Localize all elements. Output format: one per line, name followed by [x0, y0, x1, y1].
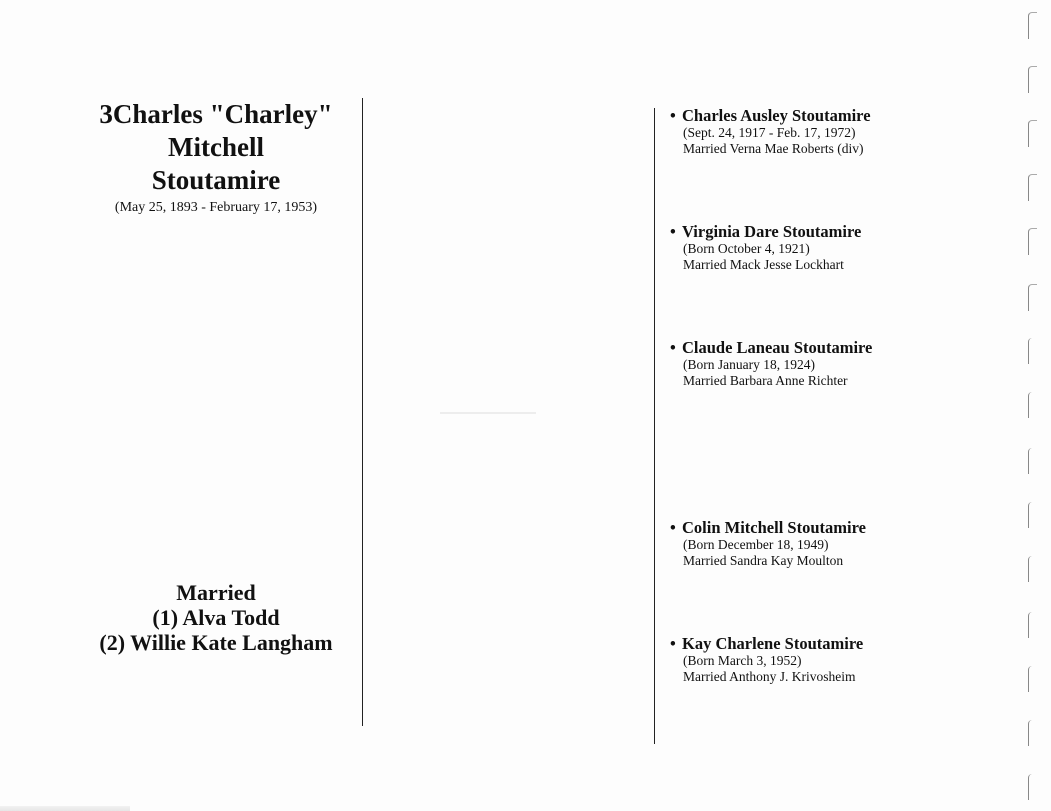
spouse-1: (1) Alva Todd	[152, 605, 280, 630]
child-spouse: Married Sandra Kay Moulton	[683, 553, 844, 568]
binder-hole-mark	[1028, 666, 1037, 692]
bullet-icon: •	[670, 106, 676, 125]
left-divider	[362, 98, 363, 726]
binder-hole-mark	[1028, 392, 1037, 418]
binder-hole-mark	[1028, 774, 1037, 800]
subject-name-line-1: 3Charles "Charley"	[99, 99, 333, 129]
child-entry-2	[670, 222, 1000, 273]
binder-hole-mark	[1028, 612, 1037, 638]
binder-hole-mark	[1028, 174, 1037, 201]
child-name: • Colin Mitchell Stoutamire	[670, 518, 866, 537]
binder-edge	[1026, 0, 1046, 811]
bleed-through-rule	[440, 412, 536, 414]
bullet-icon: •	[670, 222, 676, 241]
generation-number: 3	[99, 99, 113, 129]
child-dates: (Born October 4, 1921)	[683, 241, 810, 256]
child-entry-3	[670, 338, 1000, 389]
bullet-icon: •	[670, 634, 676, 653]
child-dates: (Born March 3, 1952)	[683, 653, 802, 668]
child-spouse: Married Anthony J. Krivosheim	[683, 669, 856, 684]
child-spouse: Married Mack Jesse Lockhart	[683, 257, 844, 272]
marriages-block	[70, 580, 362, 655]
child-dates: (Born January 18, 1924)	[683, 357, 815, 372]
child-dates: (Born December 18, 1949)	[683, 537, 829, 552]
binder-hole-mark	[1028, 502, 1037, 528]
subject-panel	[70, 98, 362, 217]
child-entry-5	[670, 634, 1000, 685]
binder-hole-mark	[1028, 66, 1037, 93]
child-dates: (Sept. 24, 1917 - Feb. 17, 1972)	[683, 125, 856, 140]
spouse-2: (2) Willie Kate Langham	[99, 630, 333, 655]
child-name: • Claude Laneau Stoutamire	[670, 338, 873, 357]
subject-name-line-3: Stoutamire	[151, 165, 281, 195]
child-entry-4	[670, 518, 1000, 569]
bullet-icon: •	[670, 338, 676, 357]
binder-hole-mark	[1028, 120, 1037, 147]
right-divider	[654, 108, 655, 744]
binder-hole-mark	[1028, 284, 1037, 311]
binder-hole-mark	[1028, 12, 1037, 39]
child-spouse: Married Verna Mae Roberts (div)	[683, 141, 864, 156]
binder-hole-mark	[1028, 338, 1037, 364]
page-shadow	[0, 806, 130, 811]
binder-hole-mark	[1028, 556, 1037, 582]
subject-name-line-2: Mitchell	[168, 132, 264, 162]
binder-hole-mark	[1028, 228, 1037, 255]
child-name: • Kay Charlene Stoutamire	[670, 634, 864, 653]
binder-hole-mark	[1028, 720, 1037, 746]
binder-hole-mark	[1028, 448, 1037, 474]
child-entry-1	[670, 106, 1000, 157]
subject-name	[70, 98, 362, 197]
bullet-icon: •	[670, 518, 676, 537]
married-heading: Married	[176, 580, 256, 605]
subject-dates: (May 25, 1893 - February 17, 1953)	[114, 200, 318, 215]
child-name: • Charles Ausley Stoutamire	[670, 106, 871, 125]
child-name: • Virginia Dare Stoutamire	[670, 222, 862, 241]
child-spouse: Married Barbara Anne Richter	[683, 373, 848, 388]
